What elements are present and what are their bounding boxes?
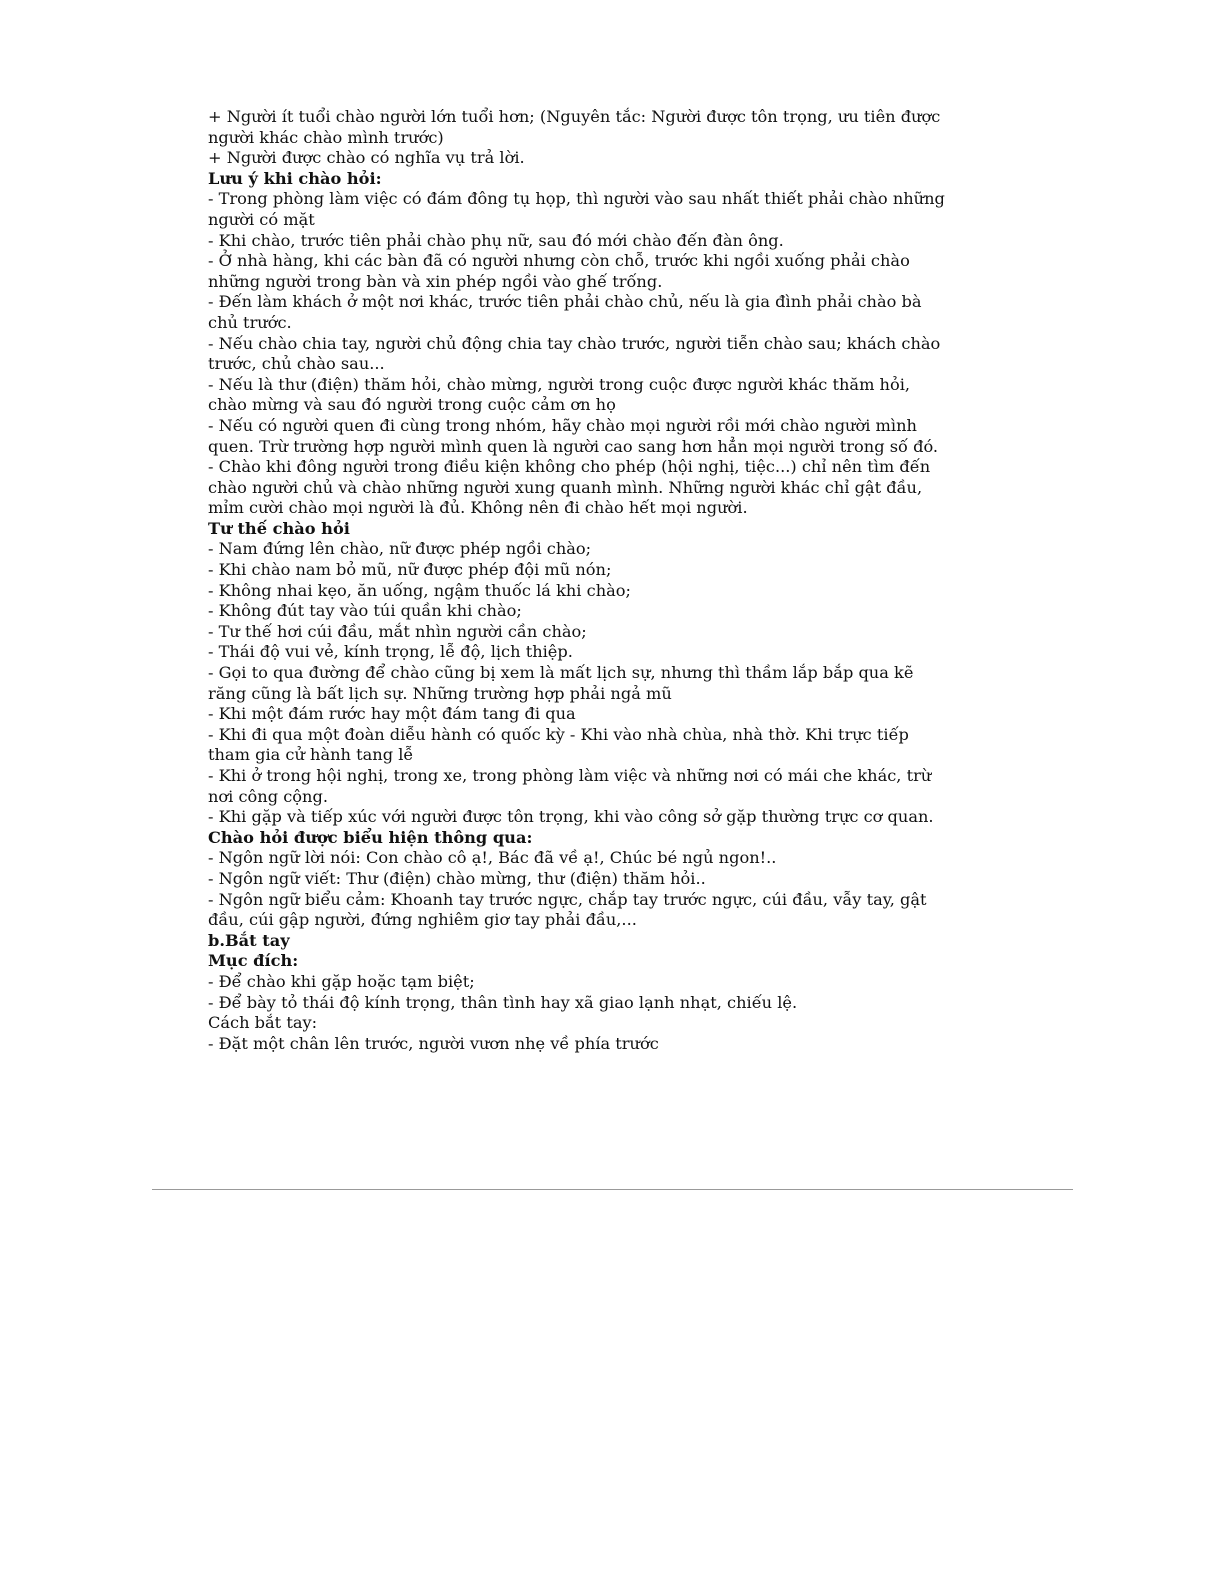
text-line: chủ trước.	[208, 312, 292, 332]
text-line: - Ở nhà hàng, khi các bàn đã có người nhưng còn chỗ, trước khi ngồi xuống phải chào	[208, 251, 910, 271]
text-line: mỉm cười chào mọi người là đủ. Không nên đi chào hết mọi người.	[208, 498, 748, 518]
text-line: - Gọi to qua đường để chào cũng bị xem là mất lịch sự, nhưng thì thầm lắp bắp qua kẽ	[208, 663, 914, 683]
text-line: tham gia cử hành tang lễ	[208, 745, 414, 765]
text-line: + Người được chào có nghĩa vụ trả lời.	[208, 148, 525, 168]
section-heading: Mục đích:	[208, 951, 299, 971]
text-line: Cách bắt tay:	[208, 1013, 318, 1033]
text-line: - Để bày tỏ thái độ kính trọng, thân tình hay xã giao lạnh nhạt, chiếu lệ.	[208, 992, 798, 1012]
text-line: - Tư thế hơi cúi đầu, mắt nhìn người cần chào;	[208, 621, 587, 641]
page-divider	[152, 1189, 1073, 1190]
text-line: trước, chủ chào sau...	[208, 354, 385, 374]
text-line: - Thái độ vui vẻ, kính trọng, lễ độ, lịch thiệp.	[208, 642, 573, 662]
text-line: chào mừng và sau đó người trong cuộc cảm ơn họ	[208, 395, 616, 415]
section-heading: Tư thế chào hỏi	[208, 518, 350, 538]
text-line: - Ngôn ngữ lời nói: Con chào cô ạ!, Bác đã về ạ!, Chúc bé ngủ ngon!..	[208, 848, 777, 868]
text-line: đầu, cúi gập người, đứng nghiêm giơ tay phải đầu,...	[208, 910, 637, 930]
text-line: quen. Trừ trường hợp người mình quen là người cao sang hơn hẳn mọi người trong số đó.	[208, 436, 939, 456]
text-line: - Ngôn ngữ biểu cảm: Khoanh tay trước ngực, chắp tay trước ngực, cúi đầu, vẫy tay, gật	[208, 889, 927, 909]
text-line: - Đặt một chân lên trước, người vươn nhẹ về phía trước	[208, 1033, 659, 1053]
text-line: người có mặt	[208, 209, 315, 229]
section-heading: Lưu ý khi chào hỏi:	[208, 168, 382, 188]
text-line: - Nam đứng lên chào, nữ được phép ngồi chào;	[208, 539, 592, 559]
text-line: - Khi ở trong hội nghị, trong xe, trong phòng làm việc và những nơi có mái che khác, trừ	[208, 766, 932, 785]
text-line: - Khi chào, trước tiên phải chào phụ nữ, sau đó mới chào đến đàn ông.	[208, 230, 784, 250]
text-line: - Khi gặp và tiếp xúc với người được tôn trọng, khi vào công sở gặp thường trực cơ quan.	[208, 807, 934, 827]
text-line: - Khi chào nam bỏ mũ, nữ được phép đội mũ nón;	[208, 560, 612, 580]
text-line: chào người chủ và chào những người xung quanh mình. Những người khác chỉ gật đầu,	[208, 477, 923, 497]
text-line: - Nếu chào chia tay, người chủ động chia tay chào trước, người tiễn chào sau; khách chào	[208, 333, 941, 353]
section-heading: Chào hỏi được biểu hiện thông qua:	[208, 827, 533, 847]
text-line: - Chào khi đông người trong điều kiện không cho phép (hội nghị, tiệc...) chỉ nên tìm đến	[208, 457, 931, 477]
text-line: - Không nhai kẹo, ăn uống, ngậm thuốc lá khi chào;	[208, 580, 631, 600]
text-line: - Khi đi qua một đoàn diễu hành có quốc kỳ - Khi vào nhà chùa, nhà thờ. Khi trực tiếp	[208, 724, 909, 744]
text-line: - Nếu là thư (điện) thăm hỏi, chào mừng, người trong cuộc được người khác thăm hỏi,	[208, 374, 911, 394]
text-line: - Không đút tay vào túi quần khi chào;	[208, 601, 522, 621]
text-line: - Nếu có người quen đi cùng trong nhóm, hãy chào mọi người rồi mới chào người mình	[208, 415, 917, 435]
text-line: - Khi một đám rước hay một đám tang đi qua	[208, 704, 576, 724]
text-line: - Để chào khi gặp hoặc tạm biệt;	[208, 971, 475, 991]
text-line: - Đến làm khách ở một nơi khác, trước tiên phải chào chủ, nếu là gia đình phải chào bà	[208, 292, 922, 312]
text-line: răng cũng là bất lịch sự. Những trường hợp phải ngả mũ	[208, 683, 672, 703]
text-line: - Trong phòng làm việc có đám đông tụ họp, thì người vào sau nhất thiết phải chào những	[208, 189, 945, 209]
text-line: những người trong bàn và xin phép ngồi vào ghế trống.	[208, 271, 663, 291]
text-line: người khác chào mình trước)	[208, 127, 444, 147]
text-line: + Người ít tuổi chào người lớn tuổi hơn; (Nguyên tắc: Người được tôn trọng, ưu tiên được	[208, 107, 941, 126]
text-line: - Ngôn ngữ viết: Thư (điện) chào mừng, thư (điện) thăm hỏi..	[208, 868, 706, 888]
document-body	[208, 107, 968, 1054]
text-line: nơi công cộng.	[208, 786, 328, 806]
section-heading: b.Bắt tay	[208, 930, 290, 950]
